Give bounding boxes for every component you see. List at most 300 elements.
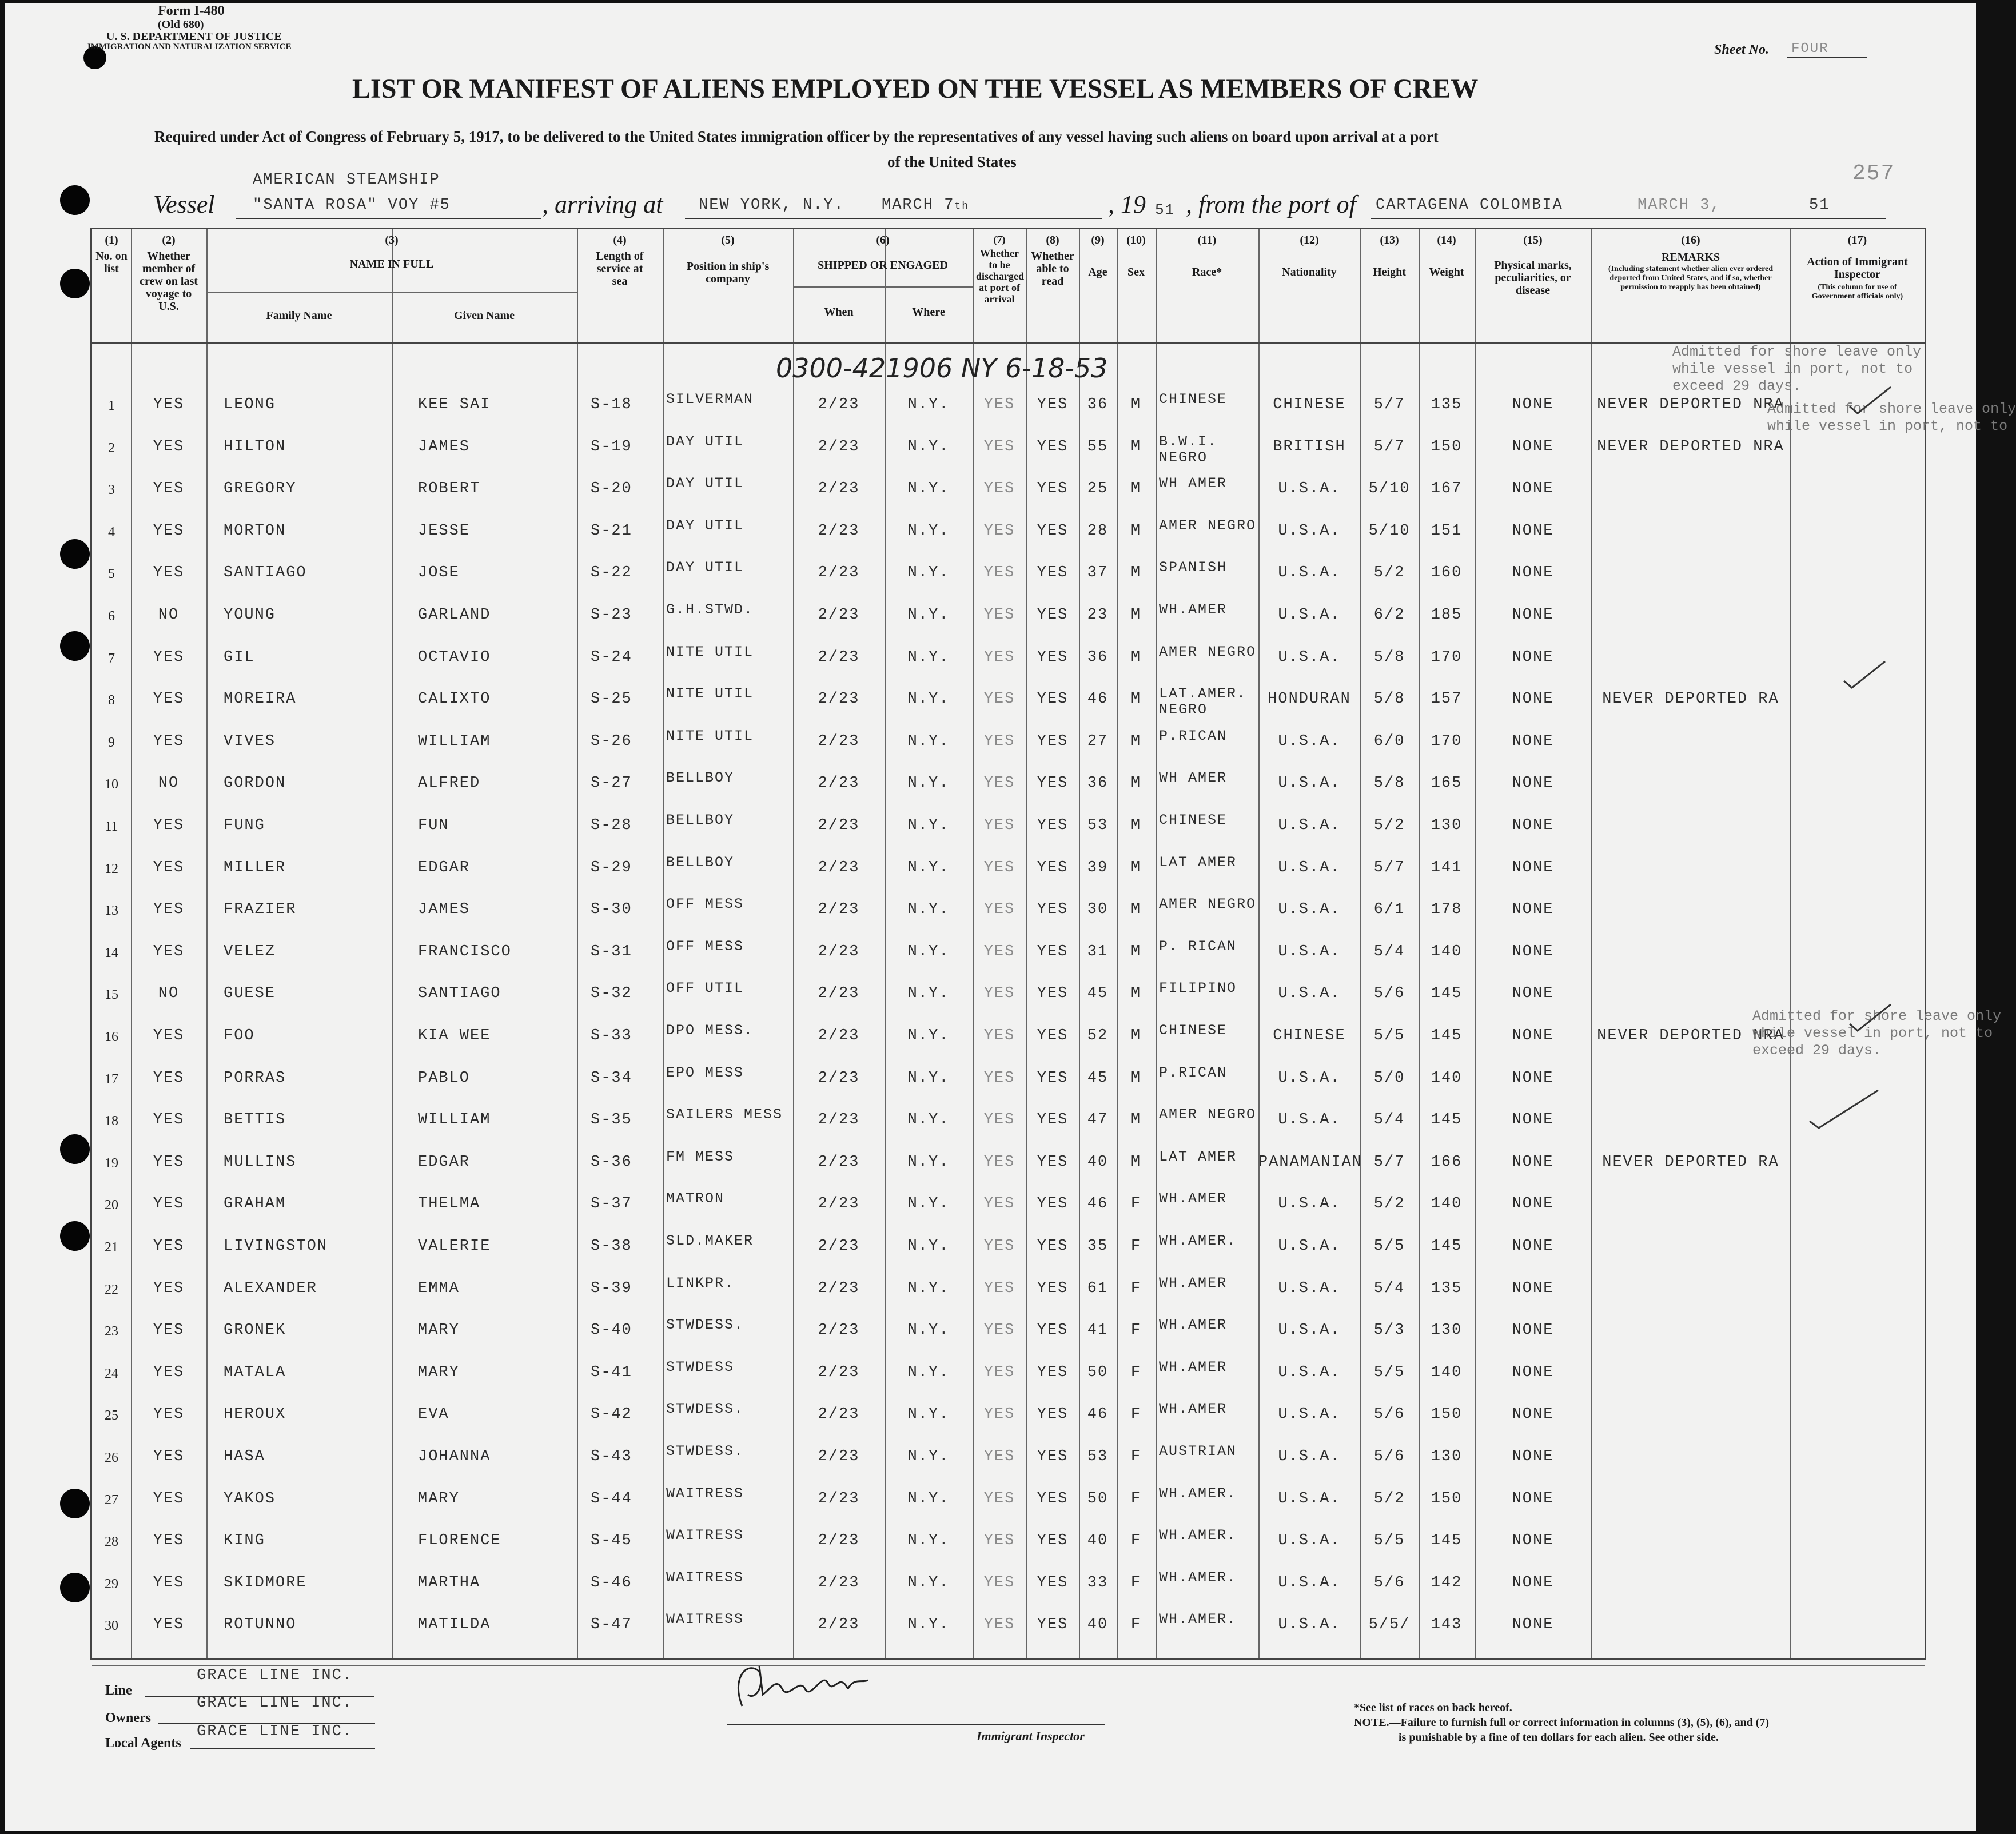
sex-cell: F xyxy=(1130,1406,1142,1424)
service-cell: S-43 xyxy=(591,1448,632,1465)
age-cell: 47 xyxy=(1087,1111,1109,1129)
col7-number: (7) xyxy=(993,234,1006,245)
col6-header xyxy=(793,234,973,272)
from-date: MARCH 3, xyxy=(1637,197,1721,214)
able-to-read-cell: YES xyxy=(1037,1153,1069,1171)
discharged-cell: YES xyxy=(983,1195,1015,1213)
physical-marks-cell: NONE xyxy=(1512,1153,1554,1171)
shipped-where-cell: N.Y. xyxy=(907,438,950,456)
physical-marks-cell: NONE xyxy=(1512,1027,1554,1044)
shipped-where-cell: N.Y. xyxy=(907,522,950,540)
given-name-cell: EDGAR xyxy=(418,1153,471,1171)
last-voyage-cell: YES xyxy=(153,1406,185,1424)
shipped-where-cell: N.Y. xyxy=(907,1616,950,1634)
row-number: 15 xyxy=(105,987,118,1003)
age-cell: 36 xyxy=(1087,648,1109,666)
arriving-port: NEW YORK, N.Y. xyxy=(699,197,844,214)
age-cell: 45 xyxy=(1087,985,1109,1003)
shipped-where-cell: N.Y. xyxy=(907,985,950,1003)
race-cell: WH.AMER xyxy=(1159,1317,1228,1334)
shipped-where-cell: N.Y. xyxy=(907,564,950,582)
nationality-cell: U.S.A. xyxy=(1278,648,1341,666)
able-to-read-cell: YES xyxy=(1037,607,1069,624)
given-name-cell: EDGAR xyxy=(418,859,471,876)
family-name-cell: BETTIS xyxy=(224,1111,286,1129)
col9-header xyxy=(1079,234,1117,278)
physical-marks-cell: NONE xyxy=(1512,732,1554,750)
weight-cell: 145 xyxy=(1431,1532,1463,1550)
check-icon xyxy=(1847,1001,1893,1035)
race-cell: P.RICAN xyxy=(1159,727,1228,744)
physical-marks-cell: NONE xyxy=(1512,817,1554,834)
col13-number: (13) xyxy=(1380,234,1399,246)
from-port: CARTAGENA COLOMBIA xyxy=(1376,197,1563,214)
nationality-cell: U.S.A. xyxy=(1278,1574,1341,1592)
family-name-cell: VELEZ xyxy=(224,943,276,960)
sex-cell: M xyxy=(1130,438,1142,456)
able-to-read-cell: YES xyxy=(1037,985,1069,1003)
shipped-where-cell: N.Y. xyxy=(907,1111,950,1129)
position-cell: OFF UTIL xyxy=(666,980,744,997)
family-name-cell: LEONG xyxy=(224,396,276,413)
given-name-cell: PABLO xyxy=(418,1069,471,1087)
col6a-header: When xyxy=(824,306,854,318)
nationality-cell: CHINESE xyxy=(1273,1027,1346,1044)
race-cell: LAT.AMER. NEGRO xyxy=(1159,685,1247,719)
col6b-header: Where xyxy=(912,306,945,318)
given-name-cell: EMMA xyxy=(418,1279,460,1297)
shipped-where-cell: N.Y. xyxy=(907,775,950,792)
row-number: 22 xyxy=(105,1282,118,1297)
row-number: 30 xyxy=(105,1618,118,1634)
height-cell: 5/5 xyxy=(1373,1027,1405,1044)
sex-cell: F xyxy=(1130,1238,1142,1255)
last-voyage-cell: YES xyxy=(153,1069,185,1087)
discharged-cell: YES xyxy=(983,775,1015,792)
service-cell: S-24 xyxy=(591,648,632,666)
height-cell: 5/2 xyxy=(1373,564,1405,582)
position-cell: WAITRESS xyxy=(666,1569,744,1586)
able-to-read-cell: YES xyxy=(1037,1195,1069,1213)
discharged-cell: YES xyxy=(983,817,1015,834)
last-voyage-cell: YES xyxy=(153,1490,185,1508)
age-cell: 53 xyxy=(1087,817,1109,834)
height-cell: 6/1 xyxy=(1373,901,1405,919)
age-cell: 50 xyxy=(1087,1363,1109,1381)
col3-title: NAME IN FULL xyxy=(349,258,434,270)
race-cell: WH.AMER. xyxy=(1159,1527,1237,1544)
service-cell: S-20 xyxy=(591,480,632,498)
shipped-where-cell: N.Y. xyxy=(907,1069,950,1087)
sex-cell: M xyxy=(1130,732,1142,750)
shipped-where-cell: N.Y. xyxy=(907,1490,950,1508)
sheet-number-value: FOUR xyxy=(1791,41,1829,57)
shipped-where-cell: N.Y. xyxy=(907,859,950,876)
shipped-when-cell: 2/23 xyxy=(818,1027,860,1044)
nationality-cell: U.S.A. xyxy=(1278,985,1341,1003)
age-cell: 46 xyxy=(1087,1406,1109,1424)
last-voyage-cell: YES xyxy=(153,901,185,919)
col8-title: Whether able to read xyxy=(1031,250,1074,288)
discharged-cell: YES xyxy=(983,901,1015,919)
able-to-read-cell: YES xyxy=(1037,1363,1069,1381)
shipped-where-cell: N.Y. xyxy=(907,480,950,498)
given-name-cell: JAMES xyxy=(418,901,471,919)
race-cell: AMER NEGRO xyxy=(1159,1106,1257,1123)
weight-cell: 130 xyxy=(1431,817,1463,834)
physical-marks-cell: NONE xyxy=(1512,1279,1554,1297)
row-number: 9 xyxy=(108,735,115,750)
weight-cell: 145 xyxy=(1431,1111,1463,1129)
row-number: 7 xyxy=(108,651,115,666)
shipped-when-cell: 2/23 xyxy=(818,607,860,624)
position-cell: DPO MESS. xyxy=(666,1022,754,1039)
physical-marks-cell: NONE xyxy=(1512,859,1554,876)
stamp-text: exceed 29 days. xyxy=(1752,1042,1882,1059)
weight-cell: 135 xyxy=(1431,396,1463,413)
col17-header xyxy=(1790,234,1925,301)
race-cell: WH AMER xyxy=(1159,770,1228,787)
penalty-note-2: is punishable by a fine of ten dollars for each alien. See other side. xyxy=(1399,1731,1719,1744)
row-number: 4 xyxy=(108,524,115,540)
age-cell: 33 xyxy=(1087,1574,1109,1592)
physical-marks-cell: NONE xyxy=(1512,438,1554,456)
last-voyage-cell: YES xyxy=(153,480,185,498)
col7-header xyxy=(973,234,1026,307)
col15-header xyxy=(1475,234,1591,309)
discharged-cell: YES xyxy=(983,1616,1015,1634)
race-cell: AMER NEGRO xyxy=(1159,643,1257,660)
manifest-subtitle-2: of the United States xyxy=(887,153,1017,170)
age-cell: 37 xyxy=(1087,564,1109,582)
year-label: , 19 xyxy=(1108,190,1146,218)
position-cell: WAITRESS xyxy=(666,1527,744,1544)
race-cell: P.RICAN xyxy=(1159,1064,1228,1081)
row-number: 18 xyxy=(105,1114,118,1129)
inspector-signature xyxy=(725,1654,897,1717)
nationality-cell: U.S.A. xyxy=(1278,1616,1341,1634)
sex-cell: F xyxy=(1130,1574,1142,1592)
weight-cell: 141 xyxy=(1431,859,1463,876)
col11-number: (11) xyxy=(1197,234,1217,246)
physical-marks-cell: NONE xyxy=(1512,1363,1554,1381)
position-cell: DAY UTIL xyxy=(666,433,744,450)
height-cell: 5/6 xyxy=(1373,1448,1405,1465)
shipped-when-cell: 2/23 xyxy=(818,732,860,750)
height-cell: 5/2 xyxy=(1373,1490,1405,1508)
height-cell: 5/7 xyxy=(1373,396,1405,413)
family-name-cell: YOUNG xyxy=(224,607,276,624)
able-to-read-cell: YES xyxy=(1037,1448,1069,1465)
discharged-cell: YES xyxy=(983,607,1015,624)
row-number: 27 xyxy=(105,1492,118,1508)
discharged-cell: YES xyxy=(983,1027,1015,1044)
remarks-cell: NEVER DEPORTED RA xyxy=(1602,691,1779,708)
shipped-when-cell: 2/23 xyxy=(818,775,860,792)
race-cell: B.W.I. NEGRO xyxy=(1159,433,1218,466)
shipped-where-cell: N.Y. xyxy=(907,1027,950,1044)
service-cell: S-38 xyxy=(591,1238,632,1255)
given-name-cell: JOSE xyxy=(418,564,460,582)
weight-cell: 165 xyxy=(1431,775,1463,792)
age-cell: 36 xyxy=(1087,775,1109,792)
shipped-when-cell: 2/23 xyxy=(818,1195,860,1213)
service-cell: S-19 xyxy=(591,438,632,456)
service-cell: S-18 xyxy=(591,396,632,413)
discharged-cell: YES xyxy=(983,1532,1015,1550)
stamp-text: Admitted for shore leave only xyxy=(1672,344,1922,360)
able-to-read-cell: YES xyxy=(1037,1238,1069,1255)
from-port-label: , from the port of xyxy=(1186,190,1356,218)
row-number: 25 xyxy=(105,1408,118,1424)
last-voyage-cell: YES xyxy=(153,691,185,708)
race-cell: SPANISH xyxy=(1159,559,1228,576)
given-name-cell: MATILDA xyxy=(418,1616,491,1634)
col5-title: Position in ship's company xyxy=(686,260,770,285)
position-cell: SILVERMAN xyxy=(666,391,754,408)
position-cell: NITE UTIL xyxy=(666,685,754,703)
family-name-cell: HEROUX xyxy=(224,1406,286,1424)
service-cell: S-23 xyxy=(591,607,632,624)
col13-title: Height xyxy=(1373,266,1406,278)
discharged-cell: YES xyxy=(983,1279,1015,1297)
discharged-cell: YES xyxy=(983,943,1015,960)
nationality-cell: U.S.A. xyxy=(1278,564,1341,582)
col13-header xyxy=(1360,234,1419,278)
age-cell: 35 xyxy=(1087,1238,1109,1255)
weight-cell: 145 xyxy=(1431,985,1463,1003)
col3a-header: Family Name xyxy=(266,309,332,322)
position-cell: FM MESS xyxy=(666,1148,735,1165)
shipped-where-cell: N.Y. xyxy=(907,691,950,708)
shipped-when-cell: 2/23 xyxy=(818,1111,860,1129)
age-cell: 61 xyxy=(1087,1279,1109,1297)
col3b-header: Given Name xyxy=(453,309,515,322)
col8-number: (8) xyxy=(1046,234,1059,246)
col14-header xyxy=(1419,234,1475,278)
last-voyage-cell: YES xyxy=(153,732,185,750)
nationality-cell: HONDURAN xyxy=(1268,691,1351,708)
position-cell: NITE UTIL xyxy=(666,643,754,660)
height-cell: 5/6 xyxy=(1373,1574,1405,1592)
shipped-when-cell: 2/23 xyxy=(818,1406,860,1424)
sex-cell: F xyxy=(1130,1490,1142,1508)
family-name-cell: GUESE xyxy=(224,985,276,1003)
discharged-cell: YES xyxy=(983,480,1015,498)
weight-cell: 178 xyxy=(1431,901,1463,919)
family-name-cell: FOO xyxy=(224,1027,255,1044)
sex-cell: M xyxy=(1130,396,1142,413)
shipped-when-cell: 2/23 xyxy=(818,438,860,456)
given-name-cell: JAMES xyxy=(418,438,471,456)
sex-cell: M xyxy=(1130,817,1142,834)
given-name-cell: GARLAND xyxy=(418,607,491,624)
able-to-read-cell: YES xyxy=(1037,691,1069,708)
discharged-cell: YES xyxy=(983,1238,1015,1255)
file-number: 0300-421906 NY 6-18-53 xyxy=(776,353,1108,384)
able-to-read-cell: YES xyxy=(1037,1406,1069,1424)
shipped-when-cell: 2/23 xyxy=(818,1153,860,1171)
sex-cell: M xyxy=(1130,1153,1142,1171)
shipped-when-cell: 2/23 xyxy=(818,1363,860,1381)
physical-marks-cell: NONE xyxy=(1512,1195,1554,1213)
position-cell: SAILERS MESS xyxy=(666,1106,783,1123)
height-cell: 6/2 xyxy=(1373,607,1405,624)
shipped-when-cell: 2/23 xyxy=(818,901,860,919)
punch-hole xyxy=(60,269,90,298)
family-name-cell: MATALA xyxy=(224,1363,286,1381)
col9-number: (9) xyxy=(1091,234,1105,246)
nationality-cell: U.S.A. xyxy=(1278,1069,1341,1087)
col5-header xyxy=(663,234,793,299)
service-name: IMMIGRATION AND NATURALIZATION SERVICE xyxy=(87,42,292,51)
shipped-when-cell: 2/23 xyxy=(818,648,860,666)
service-cell: S-25 xyxy=(591,691,632,708)
physical-marks-cell: NONE xyxy=(1512,480,1554,498)
punch-hole xyxy=(60,1134,90,1164)
last-voyage-cell: YES xyxy=(153,1532,185,1550)
weight-cell: 157 xyxy=(1431,691,1463,708)
shipped-where-cell: N.Y. xyxy=(907,732,950,750)
row-number: 16 xyxy=(105,1030,118,1044)
discharged-cell: YES xyxy=(983,1574,1015,1592)
sex-cell: M xyxy=(1130,648,1142,666)
service-cell: S-47 xyxy=(591,1616,632,1634)
shipped-when-cell: 2/23 xyxy=(818,1322,860,1339)
shipped-when-cell: 2/23 xyxy=(818,1616,860,1634)
shipped-when-cell: 2/23 xyxy=(818,817,860,834)
family-name-cell: VIVES xyxy=(224,732,276,750)
sex-cell: M xyxy=(1130,859,1142,876)
arriving-date xyxy=(882,197,969,214)
last-voyage-cell: YES xyxy=(153,859,185,876)
height-cell: 5/10 xyxy=(1368,522,1411,540)
able-to-read-cell: YES xyxy=(1037,1616,1069,1634)
weight-cell: 166 xyxy=(1431,1153,1463,1171)
last-voyage-cell: YES xyxy=(153,648,185,666)
able-to-read-cell: YES xyxy=(1037,1532,1069,1550)
age-cell: 40 xyxy=(1087,1532,1109,1550)
remarks-cell: NEVER DEPORTED RA xyxy=(1602,1153,1779,1171)
height-cell: 5/0 xyxy=(1373,1069,1405,1087)
row-number: 19 xyxy=(105,1155,118,1171)
age-cell: 39 xyxy=(1087,859,1109,876)
vessel-label: Vessel xyxy=(153,190,215,218)
col11-title: Race* xyxy=(1192,266,1222,278)
sex-cell: M xyxy=(1130,1069,1142,1087)
age-cell: 52 xyxy=(1087,1027,1109,1044)
able-to-read-cell: YES xyxy=(1037,732,1069,750)
col12-header xyxy=(1258,234,1360,278)
race-cell: WH AMER xyxy=(1159,475,1228,492)
col17-title: Action of Immigrant Inspector xyxy=(1807,256,1908,281)
shipped-where-cell: N.Y. xyxy=(907,1363,950,1381)
height-cell: 5/4 xyxy=(1373,943,1405,960)
service-cell: S-34 xyxy=(591,1069,632,1087)
vessel-name-line1: AMERICAN STEAMSHIP xyxy=(253,172,440,189)
col17-subtitle: (This column for use of Government officials only) xyxy=(1811,283,1903,301)
col10-number: (10) xyxy=(1126,234,1146,246)
family-name-cell: MILLER xyxy=(224,859,286,876)
last-voyage-cell: YES xyxy=(153,1195,185,1213)
manifest-sheet xyxy=(5,3,2016,1831)
punch-hole xyxy=(60,1489,90,1518)
shipped-when-cell: 2/23 xyxy=(818,1448,860,1465)
col6-title: SHIPPED OR ENGAGED xyxy=(818,259,948,272)
discharged-cell: YES xyxy=(983,648,1015,666)
punch-hole xyxy=(60,1221,90,1251)
last-voyage-cell: NO xyxy=(158,607,180,624)
col12-number: (12) xyxy=(1300,234,1319,246)
row-number: 5 xyxy=(108,567,115,582)
sex-cell: M xyxy=(1130,522,1142,540)
family-name-cell: FRAZIER xyxy=(224,901,297,919)
manifest-subtitle: Required under Act of Congress of February 5, 1917, to be delivered to the United States immigration officer by the representatives of any vessel having such aliens on board upon arrival at a port xyxy=(154,128,1439,145)
punch-hole xyxy=(60,185,90,215)
nationality-cell: U.S.A. xyxy=(1278,901,1341,919)
family-name-cell: ROTUNNO xyxy=(224,1616,297,1634)
arriving-date-suffix: th xyxy=(954,201,970,212)
height-cell: 5/4 xyxy=(1373,1111,1405,1129)
col1-title: No. on list xyxy=(95,250,128,275)
remarks-cell: NEVER DEPORTED NRA xyxy=(1597,396,1784,413)
race-cell: CHINESE xyxy=(1159,812,1228,828)
physical-marks-cell: NONE xyxy=(1512,901,1554,919)
family-name-cell: GIL xyxy=(224,648,255,666)
given-name-cell: KIA WEE xyxy=(418,1027,491,1044)
discharged-cell: YES xyxy=(983,732,1015,750)
shipped-where-cell: N.Y. xyxy=(907,1532,950,1550)
service-cell: S-35 xyxy=(591,1111,632,1129)
sex-cell: F xyxy=(1130,1616,1142,1634)
weight-cell: 150 xyxy=(1431,1406,1463,1424)
sex-cell: M xyxy=(1130,607,1142,624)
agents-value: GRACE LINE INC. xyxy=(197,1723,353,1740)
position-cell: STWDESS. xyxy=(666,1401,744,1418)
shipped-where-cell: N.Y. xyxy=(907,817,950,834)
able-to-read-cell: YES xyxy=(1037,1279,1069,1297)
physical-marks-cell: NONE xyxy=(1512,564,1554,582)
age-cell: 28 xyxy=(1087,522,1109,540)
stamp-text: Admitted for shore leave only xyxy=(1767,401,2016,417)
position-cell: DAY UTIL xyxy=(666,475,744,492)
race-cell: WH.AMER xyxy=(1159,601,1228,618)
row-number: 23 xyxy=(105,1324,118,1339)
sex-cell: F xyxy=(1130,1532,1142,1550)
weight-cell: 151 xyxy=(1431,522,1463,540)
nationality-cell: U.S.A. xyxy=(1278,522,1341,540)
able-to-read-cell: YES xyxy=(1037,1027,1069,1044)
from-year: 51 xyxy=(1809,197,1830,214)
row-number: 21 xyxy=(105,1240,118,1255)
sheet-number-line xyxy=(1787,57,1867,58)
able-to-read-cell: YES xyxy=(1037,1069,1069,1087)
given-name-cell: MARY xyxy=(418,1322,460,1339)
col10-header xyxy=(1117,234,1156,278)
stamp-text: exceed 29 days. xyxy=(1672,378,1802,394)
race-cell: WH.AMER. xyxy=(1159,1485,1237,1502)
sex-cell: M xyxy=(1130,1111,1142,1129)
last-voyage-cell: YES xyxy=(153,438,185,456)
shipped-when-cell: 2/23 xyxy=(818,522,860,540)
check-icon xyxy=(1807,1087,1882,1133)
family-name-cell: YAKOS xyxy=(224,1490,276,1508)
family-name-cell: MOREIRA xyxy=(224,691,297,708)
nationality-cell: PANAMANIAN xyxy=(1258,1153,1363,1171)
discharged-cell: YES xyxy=(983,1363,1015,1381)
physical-marks-cell: NONE xyxy=(1512,1111,1554,1129)
height-cell: 5/5/ xyxy=(1368,1616,1411,1634)
